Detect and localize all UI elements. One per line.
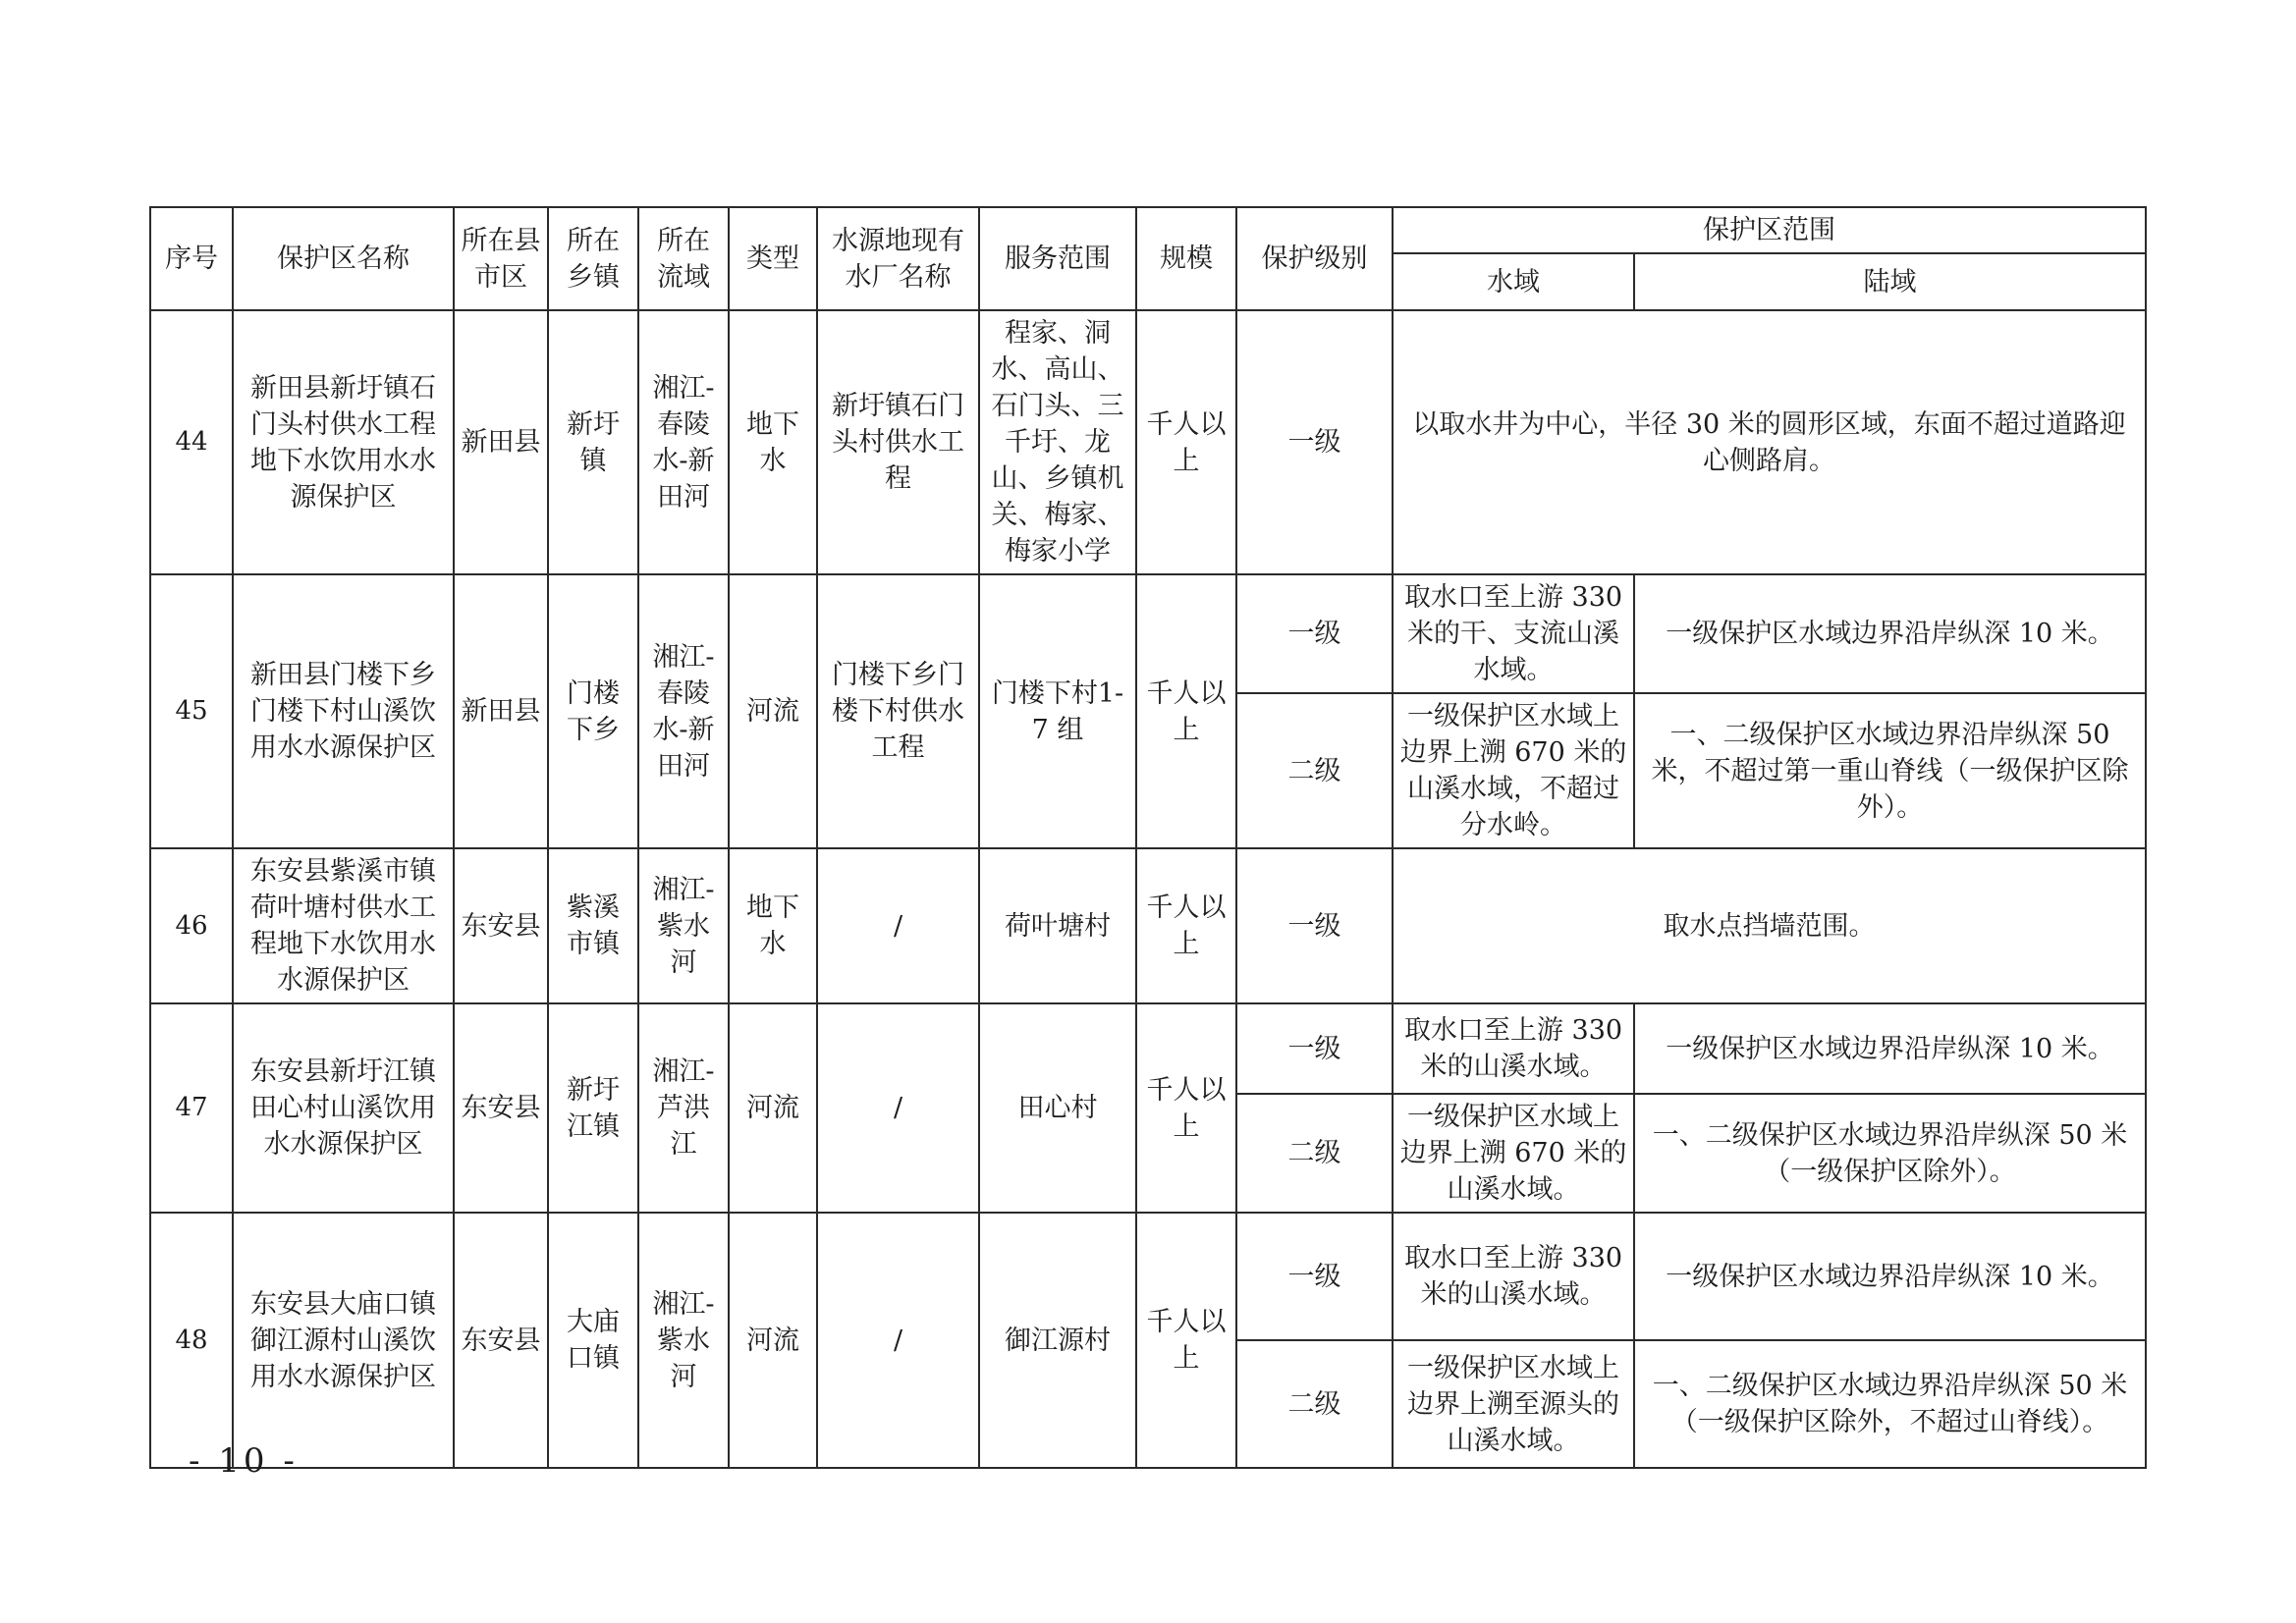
cell-type: 河流 bbox=[729, 574, 817, 848]
cell-type: 地下水 bbox=[729, 848, 817, 1003]
cell-scale: 千人以上 bbox=[1136, 1213, 1236, 1468]
header-row-1 bbox=[150, 207, 2146, 253]
cell-seq: 46 bbox=[150, 848, 233, 1003]
table-row bbox=[150, 1003, 2146, 1094]
header-scale: 规模 bbox=[1136, 207, 1236, 310]
cell-plant: / bbox=[817, 848, 979, 1003]
cell-water: 取水口至上游 330 米的干、支流山溪水域。 bbox=[1393, 574, 1634, 693]
cell-land: 一、二级保护区水域边界沿岸纵深 50 米，不超过第一重山脊线（一级保护区除外）。 bbox=[1634, 693, 2146, 848]
header-seq: 序号 bbox=[150, 207, 233, 310]
cell-water: 一级保护区水域上边界上溯 670 米的山溪水域，不超过分水岭。 bbox=[1393, 693, 1634, 848]
header-type: 类型 bbox=[729, 207, 817, 310]
table-row bbox=[150, 310, 2146, 574]
cell-water: 一级保护区水域上边界上溯至源头的山溪水域。 bbox=[1393, 1340, 1634, 1468]
header-water: 水域 bbox=[1393, 253, 1634, 310]
cell-level: 二级 bbox=[1236, 1340, 1393, 1468]
cell-seq: 48 bbox=[150, 1213, 233, 1468]
cell-town: 新圩江镇 bbox=[548, 1003, 638, 1213]
cell-name: 东安县大庙口镇御江源村山溪饮用水水源保护区 bbox=[233, 1213, 454, 1468]
header-range: 保护区范围 bbox=[1393, 207, 2146, 253]
header-basin: 所在流域 bbox=[638, 207, 729, 310]
header-level: 保护级别 bbox=[1236, 207, 1393, 310]
cell-type: 河流 bbox=[729, 1003, 817, 1213]
cell-county: 新田县 bbox=[454, 574, 548, 848]
cell-level: 一级 bbox=[1236, 848, 1393, 1003]
cell-land: 一级保护区水域边界沿岸纵深 10 米。 bbox=[1634, 1003, 2146, 1094]
cell-county: 东安县 bbox=[454, 848, 548, 1003]
cell-county: 东安县 bbox=[454, 1213, 548, 1468]
cell-scale: 千人以上 bbox=[1136, 574, 1236, 848]
cell-plant: / bbox=[817, 1213, 979, 1468]
cell-basin: 湘江-紫水河 bbox=[638, 1213, 729, 1468]
cell-town: 门楼下乡 bbox=[548, 574, 638, 848]
cell-range-merged: 取水点挡墙范围。 bbox=[1393, 848, 2146, 1003]
cell-land: 一、二级保护区水域边界沿岸纵深 50 米（一级保护区除外，不超过山脊线）。 bbox=[1634, 1340, 2146, 1468]
header-land: 陆域 bbox=[1634, 253, 2146, 310]
cell-county: 新田县 bbox=[454, 310, 548, 574]
cell-town: 紫溪市镇 bbox=[548, 848, 638, 1003]
cell-service: 门楼下村1-7 组 bbox=[979, 574, 1136, 848]
cell-scale: 千人以上 bbox=[1136, 1003, 1236, 1213]
cell-land: 一、二级保护区水域边界沿岸纵深 50 米（一级保护区除外）。 bbox=[1634, 1094, 2146, 1213]
cell-basin: 湘江-芦洪江 bbox=[638, 1003, 729, 1213]
cell-water: 取水口至上游 330 米的山溪水域。 bbox=[1393, 1213, 1634, 1340]
header-name: 保护区名称 bbox=[233, 207, 454, 310]
cell-service: 御江源村 bbox=[979, 1213, 1136, 1468]
cell-water: 一级保护区水域上边界上溯 670 米的山溪水域。 bbox=[1393, 1094, 1634, 1213]
table-row bbox=[150, 1213, 2146, 1340]
cell-range-merged: 以取水井为中心，半径 30 米的圆形区域，东面不超过道路迎心侧路肩。 bbox=[1393, 310, 2146, 574]
cell-name: 新田县新圩镇石门头村供水工程地下水饮用水水源保护区 bbox=[233, 310, 454, 574]
cell-service: 田心村 bbox=[979, 1003, 1136, 1213]
cell-basin: 湘江-春陵水-新田河 bbox=[638, 310, 729, 574]
cell-basin: 湘江-紫水河 bbox=[638, 848, 729, 1003]
cell-town: 新圩镇 bbox=[548, 310, 638, 574]
cell-county: 东安县 bbox=[454, 1003, 548, 1213]
cell-town: 大庙口镇 bbox=[548, 1213, 638, 1468]
cell-service: 荷叶塘村 bbox=[979, 848, 1136, 1003]
header-plant: 水源地现有水厂名称 bbox=[817, 207, 979, 310]
table-row bbox=[150, 848, 2146, 1003]
cell-scale: 千人以上 bbox=[1136, 848, 1236, 1003]
cell-basin: 湘江-春陵水-新田河 bbox=[638, 574, 729, 848]
cell-land: 一级保护区水域边界沿岸纵深 10 米。 bbox=[1634, 574, 2146, 693]
cell-plant: 新圩镇石门头村供水工程 bbox=[817, 310, 979, 574]
table-row bbox=[150, 574, 2146, 693]
cell-scale: 千人以上 bbox=[1136, 310, 1236, 574]
cell-plant: 门楼下乡门楼下村供水工程 bbox=[817, 574, 979, 848]
cell-land: 一级保护区水域边界沿岸纵深 10 米。 bbox=[1634, 1213, 2146, 1340]
cell-seq: 44 bbox=[150, 310, 233, 574]
cell-level: 一级 bbox=[1236, 574, 1393, 693]
cell-name: 东安县紫溪市镇荷叶塘村供水工程地下水饮用水水源保护区 bbox=[233, 848, 454, 1003]
cell-name: 东安县新圩江镇田心村山溪饮用水水源保护区 bbox=[233, 1003, 454, 1213]
header-town: 所在乡镇 bbox=[548, 207, 638, 310]
header-service: 服务范围 bbox=[979, 207, 1136, 310]
cell-type: 河流 bbox=[729, 1213, 817, 1468]
cell-type: 地下水 bbox=[729, 310, 817, 574]
cell-level: 二级 bbox=[1236, 1094, 1393, 1213]
cell-level: 一级 bbox=[1236, 1003, 1393, 1094]
cell-seq: 45 bbox=[150, 574, 233, 848]
cell-level: 二级 bbox=[1236, 693, 1393, 848]
cell-plant: / bbox=[817, 1003, 979, 1213]
page-number: - 10 - bbox=[189, 1441, 299, 1481]
header-county: 所在县市区 bbox=[454, 207, 548, 310]
protection-zone-table bbox=[149, 206, 2147, 1469]
cell-water: 取水口至上游 330 米的山溪水域。 bbox=[1393, 1003, 1634, 1094]
cell-seq: 47 bbox=[150, 1003, 233, 1213]
cell-level: 一级 bbox=[1236, 310, 1393, 574]
cell-name: 新田县门楼下乡门楼下村山溪饮用水水源保护区 bbox=[233, 574, 454, 848]
cell-level: 一级 bbox=[1236, 1213, 1393, 1340]
cell-service: 程家、洞水、高山、石门头、三千圩、龙山、乡镇机关、梅家、梅家小学 bbox=[979, 310, 1136, 574]
